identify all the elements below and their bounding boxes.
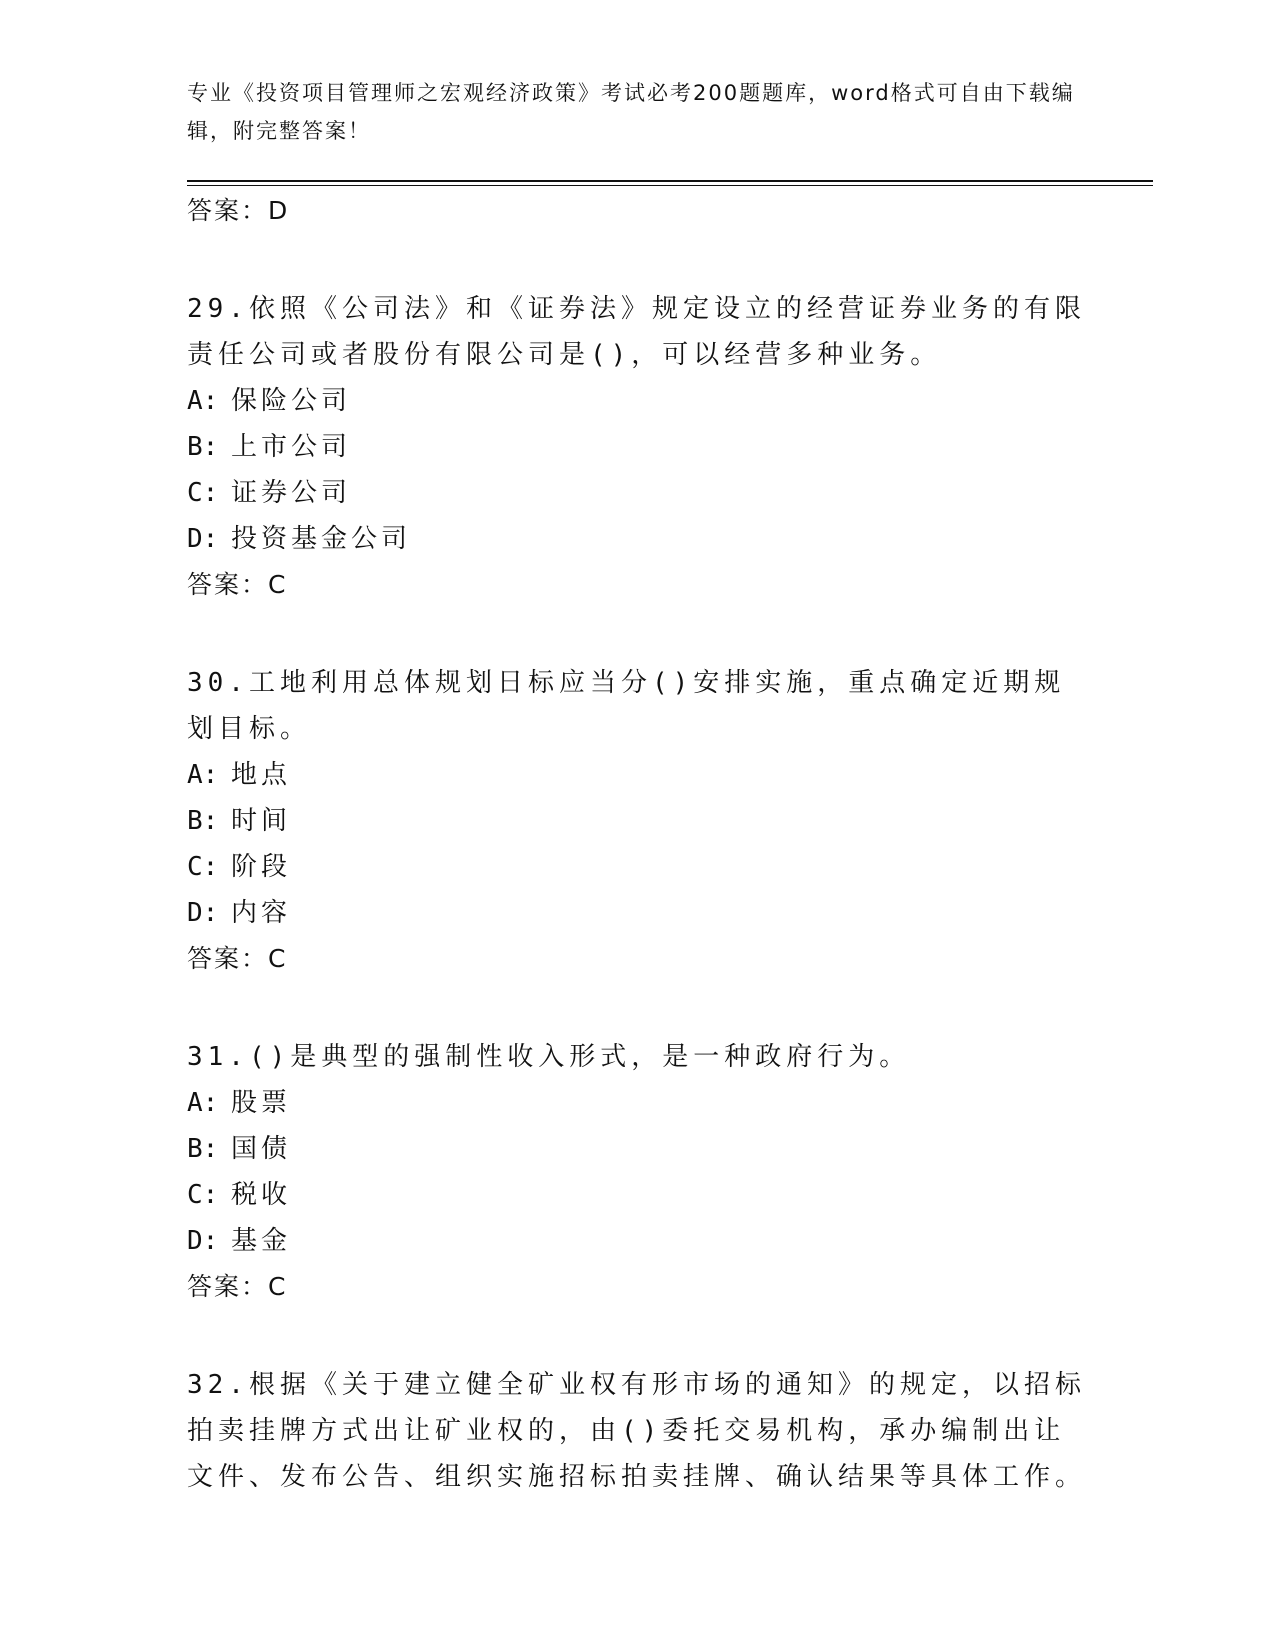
- document-body: [187, 188, 1087, 1500]
- option-a: [187, 1080, 1087, 1126]
- option-letter: D:: [187, 898, 219, 928]
- option-text: 股票: [231, 1088, 292, 1118]
- question-29: [187, 286, 1087, 608]
- option-letter: D:: [187, 524, 219, 554]
- option-text: 地点: [231, 760, 292, 790]
- option-text: 国债: [231, 1134, 292, 1164]
- option-letter: A:: [187, 1088, 219, 1118]
- option-c: [187, 1172, 1087, 1218]
- question-32: [187, 1362, 1087, 1500]
- option-letter: C:: [187, 478, 219, 508]
- question-30: [187, 660, 1087, 982]
- option-letter: C:: [187, 1180, 219, 1210]
- option-d: [187, 890, 1087, 936]
- question-text: 31.()是典型的强制性收入形式，是一种政府行为。: [187, 1042, 911, 1072]
- option-text: 基金: [231, 1226, 292, 1256]
- option-a: [187, 378, 1087, 424]
- option-text: 时间: [231, 806, 292, 836]
- question-text: 30.工地利用总体规划日标应当分()安排实施，重点确定近期规划目标。: [187, 668, 1066, 744]
- answer-line: 答案：C: [187, 570, 288, 599]
- option-b: [187, 424, 1087, 470]
- option-d: [187, 1218, 1087, 1264]
- answer-line: 答案：C: [187, 944, 288, 973]
- option-letter: D:: [187, 1226, 219, 1256]
- option-b: [187, 1126, 1087, 1172]
- option-text: 投资基金公司: [231, 524, 412, 554]
- answer-line: 答案：D: [187, 196, 290, 225]
- option-letter: A:: [187, 386, 219, 416]
- option-letter: B:: [187, 806, 219, 836]
- page-header: 专业《投资项目管理师之宏观经济政策》考试必考200题题库，word格式可自由下载编辑，附完整答案！: [187, 81, 1075, 143]
- question-text: 32.根据《关于建立健全矿业权有形市场的通知》的规定，以招标拍卖挂牌方式出让矿业权的，由()委托交易机构，承办编制出让文件、发布公告、组织实施招标拍卖挂牌、确认结果等具体工作。: [187, 1370, 1087, 1492]
- option-letter: C:: [187, 852, 219, 882]
- question-31: [187, 1034, 1087, 1310]
- option-d: [187, 516, 1087, 562]
- option-text: 证券公司: [231, 478, 352, 508]
- question-text: 29.依照《公司法》和《证券法》规定设立的经营证券业务的有限责任公司或者股份有限公司是()，可以经营多种业务。: [187, 294, 1086, 370]
- option-letter: A:: [187, 760, 219, 790]
- option-b: [187, 798, 1087, 844]
- option-text: 上市公司: [231, 432, 352, 462]
- option-text: 税收: [231, 1180, 292, 1210]
- header-divider: [187, 180, 1153, 182]
- option-letter: B:: [187, 1134, 219, 1164]
- header-divider-thin: [187, 185, 1153, 186]
- answer-line: 答案：C: [187, 1272, 288, 1301]
- option-text: 阶段: [231, 852, 292, 882]
- option-a: [187, 752, 1087, 798]
- option-text: 内容: [231, 898, 292, 928]
- option-text: 保险公司: [231, 386, 352, 416]
- option-c: [187, 470, 1087, 516]
- option-letter: B:: [187, 432, 219, 462]
- option-c: [187, 844, 1087, 890]
